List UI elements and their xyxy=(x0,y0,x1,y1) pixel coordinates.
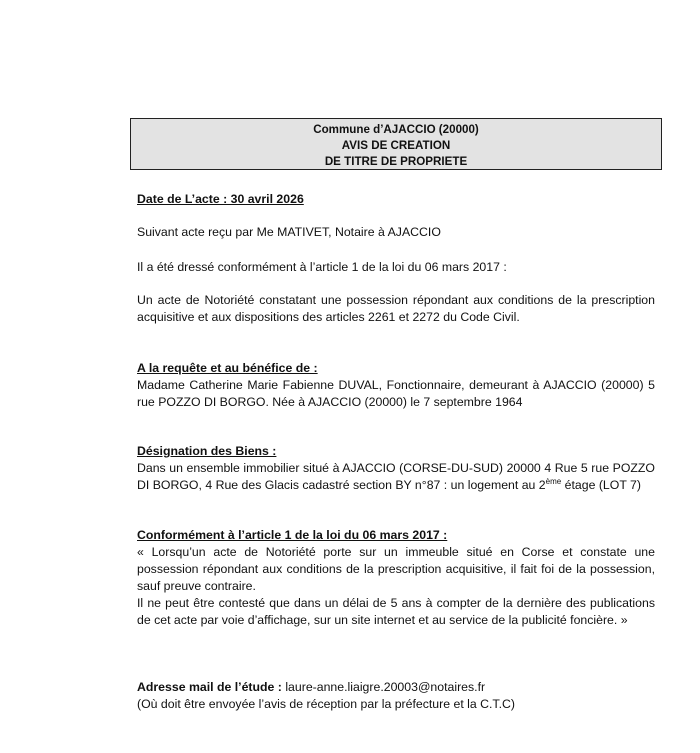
contact-email: laure-anne.liaigre.20003@notaires.fr xyxy=(285,680,486,694)
designation-text xyxy=(137,460,655,494)
date-acte-heading: Date de L’acte : 30 avril 2026 xyxy=(137,192,304,206)
designation-text-main: Dans un ensemble immobilier situé à AJACCIO (CORSE-DU-SUD) 20000 4 Rue 5 rue POZZO DI BORGO, 4 Rue des Glacis cadastré section BY n°87 : un logement au 2 xyxy=(137,461,655,492)
designation-sup: ème xyxy=(545,476,562,486)
header-commune: Commune d’AJACCIO (20000) xyxy=(313,123,479,136)
acte-recu-text: Suivant acte reçu par Me MATIVET, Notaire à AJACCIO xyxy=(137,225,441,239)
article-quote-para1: « Lorsqu’un acte de Notoriété porte sur un immeuble situé en Corse et constate une possession répondant aux conditions de la prescription acquisitive, il fait foi de la possession, sauf preuve contraire. xyxy=(137,545,655,593)
notice-header-box xyxy=(130,118,662,170)
acte-dresse-text: Il a été dressé conformément à l’article 1 de la loi du 06 mars 2017 : xyxy=(137,260,507,274)
contact-line xyxy=(137,679,655,696)
contact-note: (Où doit être envoyée l’avis de réception par la préfecture et la C.T.C) xyxy=(137,697,515,711)
requete-text: Madame Catherine Marie Fabienne DUVAL, Fonctionnaire, demeurant à AJACCIO (20000) 5 rue POZZO DI BORGO. Née à AJACCIO (20000) le 7 septembre 1964 xyxy=(137,378,655,409)
article-quote-para2: Il ne peut être contesté que dans un délai de 5 ans à compter de la dernière des publications de cet acte par voie d’affichage, sur un site internet et au service de la publicité foncière. » xyxy=(137,596,655,627)
requete-heading: A la requête et au bénéfice de : xyxy=(137,361,318,375)
header-avis: AVIS DE CREATION xyxy=(341,139,451,152)
designation-text-end: étage (LOT 7) xyxy=(561,478,641,492)
notoriete-paragraph: Un acte de Notoriété constatant une possession répondant aux conditions de la prescription acquisitive et aux dispositions des articles 2261 et 2272 du Code Civil. xyxy=(137,293,655,324)
article-heading: Conformément à l’article 1 de la loi du 06 mars 2017 : xyxy=(137,528,448,542)
contact-label: Adresse mail de l’étude : xyxy=(137,680,282,694)
header-titre: DE TITRE DE PROPRIETE xyxy=(324,155,468,168)
designation-heading: Désignation des Biens : xyxy=(137,444,277,458)
